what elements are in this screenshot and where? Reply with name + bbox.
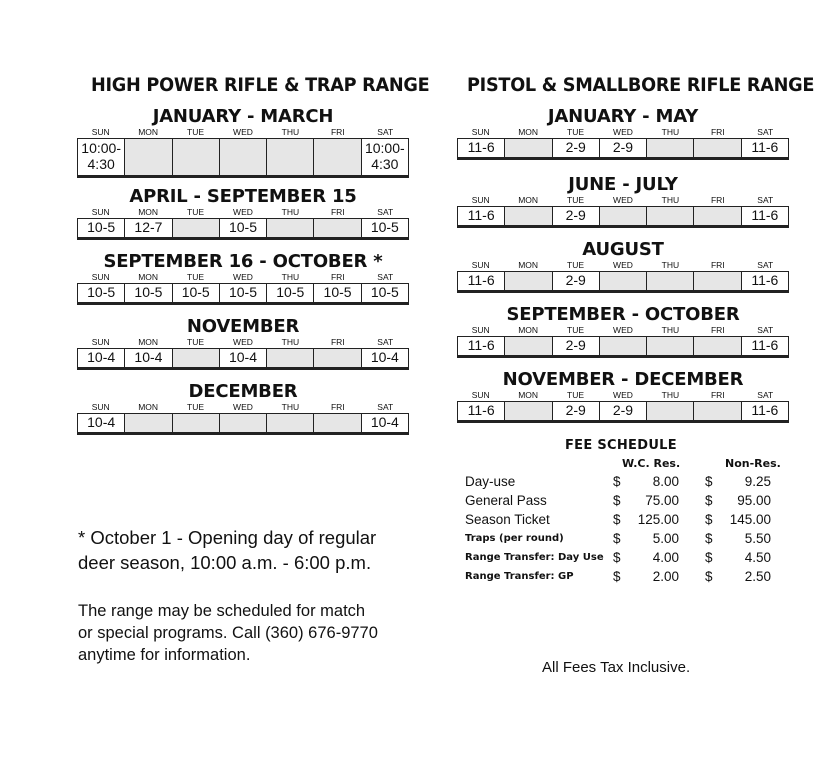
fee-resident: 4.00 — [652, 550, 679, 565]
weekday-label: MON — [138, 207, 159, 217]
weekday-label: SUN — [471, 195, 490, 205]
hours-cell: 10-5 — [370, 219, 399, 235]
closed-cell — [173, 414, 220, 432]
hours-cell: 2-9 — [553, 272, 600, 290]
weekday-label: SUN — [91, 337, 110, 347]
schedule-block — [457, 240, 789, 293]
hours-cell: 11-6 — [458, 337, 505, 355]
hours-line: 4:30 — [371, 156, 399, 172]
weekday-label: WED — [233, 207, 253, 217]
weekday-label: FRI — [710, 390, 725, 400]
hours-row — [77, 348, 409, 370]
weekday-label: SUN — [471, 260, 490, 270]
hours-cell: 11-6 — [458, 207, 505, 225]
schedule-block — [77, 187, 409, 240]
weekday-label: MON — [518, 195, 539, 205]
hours-cell: 2-9 — [600, 139, 647, 157]
currency-symbol: $ — [613, 531, 621, 546]
schedule-block — [77, 252, 409, 305]
schedule-period-title: DECEMBER — [188, 381, 298, 402]
hours-cell: 10-5 — [173, 284, 220, 302]
weekday-label: MON — [518, 390, 539, 400]
weekday-label: MON — [138, 337, 159, 347]
hours-cell: 10-5 — [78, 284, 125, 302]
weekday-header — [457, 127, 789, 138]
weekday-label: SAT — [757, 260, 774, 270]
schedule-period-title: SEPTEMBER 16 - OCTOBER * — [103, 251, 383, 272]
hours-cell: 11-6 — [751, 207, 779, 223]
weekday-label: TUE — [187, 402, 205, 412]
info-line: The range may be scheduled for match — [78, 602, 366, 620]
fee-col-nonresident: Non-Res. — [725, 457, 781, 470]
hours-cell: 11-6 — [458, 402, 505, 420]
weekday-header — [77, 337, 409, 348]
weekday-label: TUE — [567, 390, 585, 400]
hours-cell: 10-4 — [78, 414, 125, 432]
weekday-label: SAT — [377, 272, 394, 282]
weekday-label: THU — [281, 127, 300, 137]
closed-cell — [314, 139, 361, 175]
fee-table — [465, 472, 797, 586]
weekday-label: SAT — [377, 207, 394, 217]
currency-symbol: $ — [705, 569, 713, 584]
weekday-header — [77, 402, 409, 413]
fee-label: General Pass — [465, 493, 547, 508]
weekday-label: SAT — [377, 402, 394, 412]
schedule-period-title: JUNE - JULY — [568, 174, 678, 195]
hours-row — [77, 218, 409, 240]
weekday-label: FRI — [330, 337, 345, 347]
hours-cell: 10-4 — [220, 349, 267, 367]
weekday-label: TUE — [567, 195, 585, 205]
closed-cell — [505, 402, 552, 420]
hours-line: 4:30 — [87, 156, 115, 172]
closed-cell — [505, 139, 552, 157]
closed-cell — [505, 207, 552, 225]
fee-resident: 8.00 — [652, 474, 679, 489]
fee-label: Range Transfer: Day Use — [465, 552, 604, 563]
hours-cell: 10-4 — [370, 414, 399, 430]
weekday-label: FRI — [710, 195, 725, 205]
weekday-label: FRI — [330, 272, 345, 282]
weekday-label: THU — [661, 325, 680, 335]
closed-cell — [694, 139, 741, 157]
closed-cell — [220, 139, 267, 175]
closed-cell — [267, 414, 314, 432]
currency-symbol: $ — [613, 474, 621, 489]
currency-symbol: $ — [705, 493, 713, 508]
schedule-period-title: JANUARY - MAY — [547, 106, 699, 127]
hours-cell: 11-6 — [751, 139, 779, 155]
schedule-period-title: NOVEMBER - DECEMBER — [502, 369, 744, 390]
closed-cell — [694, 207, 741, 225]
schedule-block — [457, 107, 789, 160]
fee-label: Day-use — [465, 474, 516, 489]
closed-cell — [694, 402, 741, 420]
schedule-block — [77, 382, 409, 435]
fee-row — [465, 529, 797, 548]
closed-cell — [647, 402, 694, 420]
weekday-label: SAT — [757, 127, 774, 137]
schedule-period-title: SEPTEMBER - OCTOBER — [506, 304, 740, 325]
schedule-block — [457, 370, 789, 423]
closed-cell — [314, 414, 361, 432]
weekday-header — [457, 390, 789, 401]
currency-symbol: $ — [613, 493, 621, 508]
fee-resident: 75.00 — [645, 493, 679, 508]
hours-cell: 11-6 — [458, 139, 505, 157]
closed-cell — [647, 337, 694, 355]
weekday-label: THU — [281, 337, 300, 347]
closed-cell — [314, 349, 361, 367]
closed-cell — [267, 139, 314, 175]
closed-cell — [505, 272, 552, 290]
weekday-label: WED — [233, 127, 253, 137]
hours-cell: 10-5 — [314, 284, 361, 302]
fee-resident: 125.00 — [637, 512, 679, 527]
closed-cell — [267, 219, 314, 237]
closed-cell — [267, 349, 314, 367]
hours-cell — [362, 139, 408, 175]
schedule-period-title: APRIL - SEPTEMBER 15 — [129, 186, 357, 207]
currency-symbol: $ — [705, 474, 713, 489]
hours-row — [457, 336, 789, 358]
hours-cell: 12-7 — [125, 219, 172, 237]
weekday-label: SAT — [757, 195, 774, 205]
fee-nonresident: 145.00 — [729, 512, 771, 527]
schedule-block — [457, 175, 789, 228]
fee-label: Season Ticket — [465, 512, 550, 527]
closed-cell — [600, 207, 647, 225]
closed-cell — [647, 272, 694, 290]
currency-symbol: $ — [613, 550, 621, 565]
hours-cell: 11-6 — [751, 272, 779, 288]
schedule-block — [77, 107, 409, 178]
currency-symbol: $ — [705, 512, 713, 527]
closed-cell — [125, 139, 172, 175]
fee-resident: 5.00 — [652, 531, 679, 546]
closed-cell — [694, 272, 741, 290]
hours-row — [77, 138, 409, 178]
weekday-header — [77, 207, 409, 218]
hours-line: 10:00- — [364, 140, 405, 156]
weekday-label: WED — [233, 337, 253, 347]
weekday-label: THU — [661, 195, 680, 205]
weekday-label: SUN — [471, 325, 490, 335]
hours-cell: 10-5 — [220, 284, 267, 302]
note-line: * October 1 - Opening day of regular — [78, 527, 377, 548]
range-info-text — [78, 600, 378, 666]
fee-nonresident: 4.50 — [744, 550, 771, 565]
closed-cell — [647, 139, 694, 157]
fee-nonresident: 2.50 — [744, 569, 771, 584]
note-line: deer season, 10:00 a.m. - 6:00 p.m. — [78, 552, 372, 573]
closed-cell — [600, 337, 647, 355]
hours-cell: 2-9 — [553, 402, 600, 420]
schedule-period-title: NOVEMBER — [186, 316, 300, 337]
left-column-title: HIGH POWER RIFLE & TRAP RANGE — [91, 74, 430, 96]
fee-row — [465, 472, 797, 491]
hours-row — [457, 271, 789, 293]
closed-cell — [600, 272, 647, 290]
weekday-label: MON — [138, 272, 159, 282]
schedule-block — [77, 317, 409, 370]
info-line: or special programs. Call (360) 676-9770 — [78, 624, 378, 642]
weekday-label: SAT — [757, 390, 774, 400]
hours-cell: 10-4 — [370, 349, 399, 365]
fee-label: Traps (per round) — [465, 533, 564, 544]
fee-nonresident: 5.50 — [744, 531, 771, 546]
weekday-label: WED — [613, 127, 633, 137]
weekday-label: FRI — [330, 207, 345, 217]
right-column-title: PISTOL & SMALLBORE RIFLE RANGE — [467, 74, 815, 96]
weekday-label: WED — [613, 390, 633, 400]
hours-row — [457, 401, 789, 423]
fee-resident: 2.00 — [652, 569, 679, 584]
weekday-header — [457, 325, 789, 336]
closed-cell — [173, 219, 220, 237]
closed-cell — [694, 337, 741, 355]
hours-cell: 10-4 — [78, 349, 125, 367]
hours-cell: 11-6 — [458, 272, 505, 290]
fee-col-resident: W.C. Res. — [622, 457, 681, 470]
hours-row — [77, 413, 409, 435]
weekday-header — [77, 272, 409, 283]
currency-symbol: $ — [705, 531, 713, 546]
weekday-label: THU — [661, 390, 680, 400]
fee-nonresident: 95.00 — [737, 493, 771, 508]
weekday-label: WED — [613, 325, 633, 335]
weekday-label: WED — [233, 402, 253, 412]
weekday-label: TUE — [187, 272, 205, 282]
hours-cell: 10-4 — [125, 349, 172, 367]
weekday-label: SUN — [471, 127, 490, 137]
info-line: anytime for information. — [78, 646, 251, 664]
weekday-label: FRI — [710, 325, 725, 335]
closed-cell — [647, 207, 694, 225]
weekday-label: THU — [661, 127, 680, 137]
hours-cell — [78, 139, 125, 175]
hours-cell: 10-5 — [78, 219, 125, 237]
fee-row — [465, 548, 797, 567]
weekday-label: TUE — [567, 127, 585, 137]
hours-cell: 11-6 — [751, 402, 779, 418]
weekday-label: TUE — [187, 127, 205, 137]
weekday-label: MON — [518, 260, 539, 270]
hours-cell: 10-5 — [370, 284, 399, 300]
weekday-label: FRI — [710, 127, 725, 137]
fee-row — [465, 510, 797, 529]
hours-cell: 11-6 — [751, 337, 779, 353]
weekday-label: THU — [281, 402, 300, 412]
weekday-label: SUN — [471, 390, 490, 400]
closed-cell — [173, 139, 220, 175]
weekday-label: WED — [613, 195, 633, 205]
hours-cell: 10-5 — [267, 284, 314, 302]
weekday-label: FRI — [710, 260, 725, 270]
opening-day-note — [78, 525, 376, 575]
weekday-label: THU — [661, 260, 680, 270]
weekday-label: MON — [518, 325, 539, 335]
weekday-label: MON — [138, 402, 159, 412]
weekday-label: SAT — [757, 325, 774, 335]
hours-cell: 10-5 — [125, 284, 172, 302]
weekday-label: SUN — [91, 272, 110, 282]
closed-cell — [125, 414, 172, 432]
schedule-period-title: AUGUST — [582, 239, 664, 260]
schedule-period-title: JANUARY - MARCH — [152, 106, 334, 127]
weekday-label: WED — [613, 260, 633, 270]
schedule-block — [457, 305, 789, 358]
closed-cell — [220, 414, 267, 432]
closed-cell — [173, 349, 220, 367]
weekday-label: MON — [138, 127, 159, 137]
weekday-header — [457, 260, 789, 271]
hours-cell: 10-5 — [220, 219, 267, 237]
currency-symbol: $ — [613, 512, 621, 527]
weekday-label: TUE — [567, 325, 585, 335]
hours-row — [457, 138, 789, 160]
weekday-label: FRI — [330, 402, 345, 412]
hours-cell: 2-9 — [553, 207, 600, 225]
weekday-header — [77, 127, 409, 138]
weekday-header — [457, 195, 789, 206]
weekday-label: MON — [518, 127, 539, 137]
closed-cell — [505, 337, 552, 355]
fee-label: Range Transfer: GP — [465, 571, 574, 582]
weekday-label: WED — [233, 272, 253, 282]
weekday-label: FRI — [330, 127, 345, 137]
fee-row — [465, 567, 797, 586]
fee-row — [465, 491, 797, 510]
hours-cell: 2-9 — [553, 337, 600, 355]
hours-row — [457, 206, 789, 228]
weekday-label: TUE — [187, 207, 205, 217]
weekday-label: TUE — [567, 260, 585, 270]
weekday-label: THU — [281, 272, 300, 282]
weekday-label: SUN — [91, 207, 110, 217]
hours-line: 10:00- — [81, 140, 121, 156]
weekday-label: SAT — [377, 127, 394, 137]
weekday-label: SUN — [91, 402, 110, 412]
weekday-label: SUN — [91, 127, 110, 137]
closed-cell — [314, 219, 361, 237]
fee-schedule-title: FEE SCHEDULE — [565, 438, 677, 453]
weekday-label: SAT — [377, 337, 394, 347]
hours-row — [77, 283, 409, 305]
tax-footer: All Fees Tax Inclusive. — [542, 659, 691, 676]
weekday-label: TUE — [187, 337, 205, 347]
currency-symbol: $ — [613, 569, 621, 584]
fee-nonresident: 9.25 — [744, 474, 771, 489]
hours-cell: 2-9 — [600, 402, 647, 420]
currency-symbol: $ — [705, 550, 713, 565]
hours-cell: 2-9 — [553, 139, 600, 157]
weekday-label: THU — [281, 207, 300, 217]
